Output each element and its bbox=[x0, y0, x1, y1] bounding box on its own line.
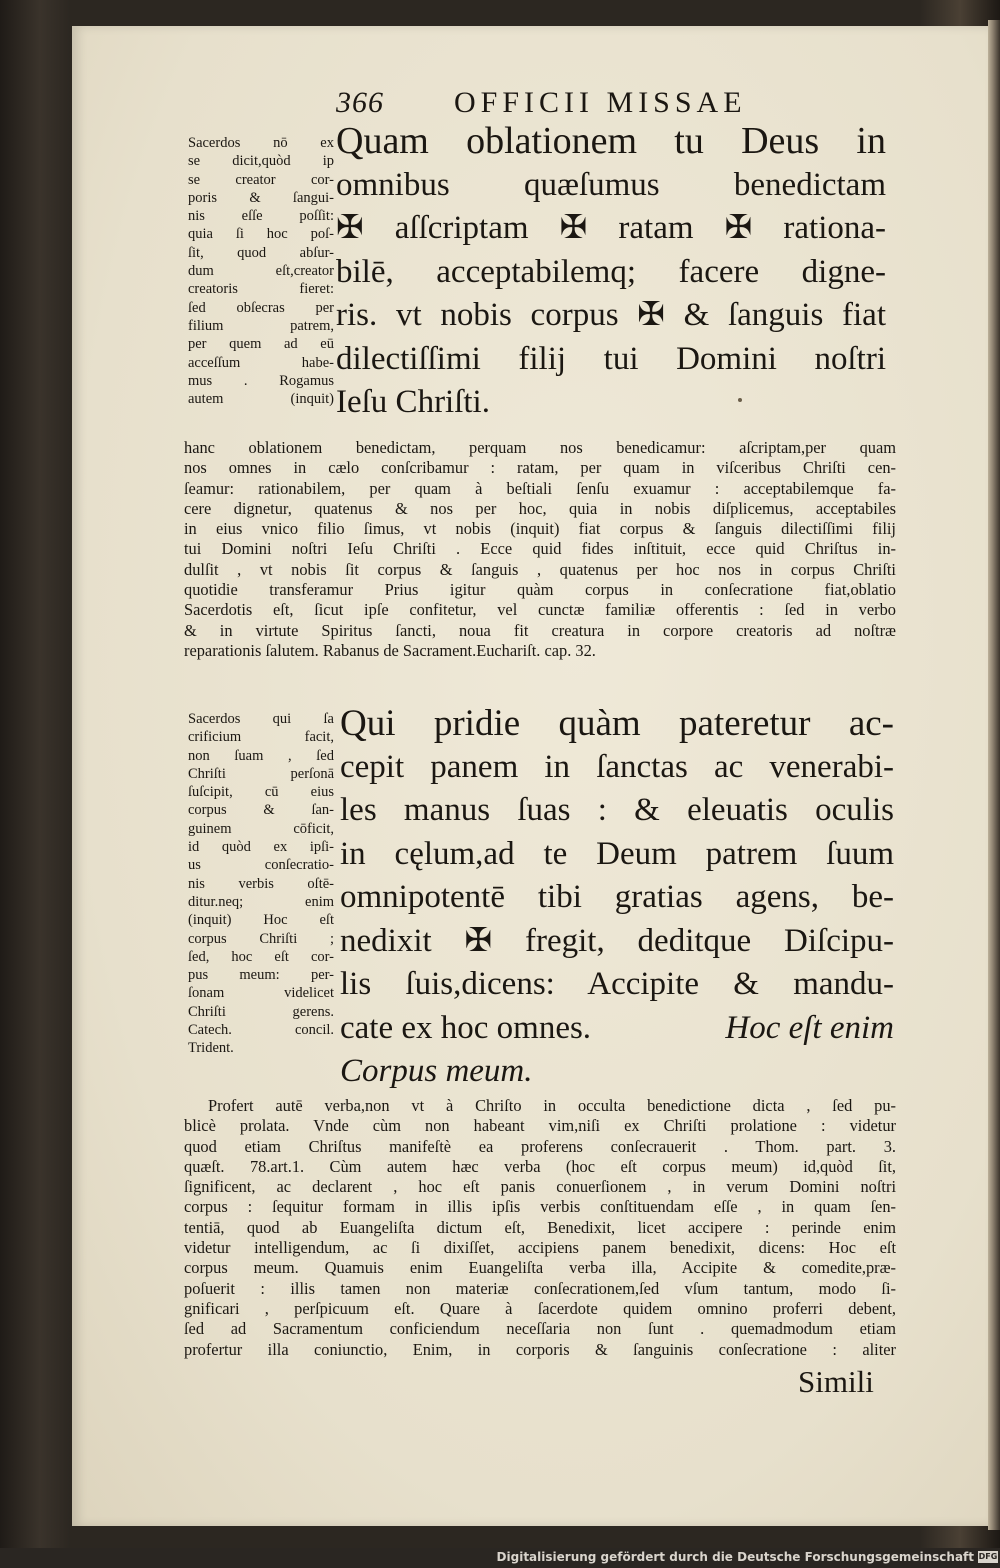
page-edge bbox=[988, 20, 1000, 1530]
commentary-line: cere dignetur, quatenus & nos per hoc, quia in nobis diſplicemus, acceptabiles bbox=[184, 498, 896, 518]
commentary-line: Profert autē verba,non vt à Chriſto in occulta benedictione dicta , ſed pu- bbox=[208, 1096, 896, 1115]
commentary-line: ſed ad Sacramentum conficiendum neceſſaria non ſunt . quemadmodum etiam bbox=[184, 1319, 896, 1339]
prayer-line: ✠ aſſcriptam ✠ ratam ✠ rationa- bbox=[336, 210, 886, 246]
prayer-line: nedixit ✠ fregit, deditque Diſcipu- bbox=[340, 922, 894, 959]
commentary-line: in eius vnico filio ſimus, vt nobis (inquit) fiat corpus & ſanguis dilectiſſimi filij bbox=[184, 519, 896, 539]
margin-note-1 bbox=[188, 134, 334, 408]
margin-line: autem (inquit) bbox=[188, 391, 334, 408]
commentary-line: Sacerdotis eſt, ſicut ipſe confitetur, vel cunctæ familiæ offerentis : ſed in verbo bbox=[184, 600, 896, 620]
margin-line: Trident. bbox=[188, 1040, 234, 1057]
margin-line: us conſecratio- bbox=[188, 857, 334, 874]
commentary-line: tui Domini noſtri Ieſu Chriſti . Ecce quid fides inſtituit, ecce quid Chriſtus in- bbox=[184, 539, 896, 559]
margin-line: corpus Chriſti ; bbox=[188, 930, 334, 947]
margin-line: Chriſti perſonā bbox=[188, 765, 334, 782]
prayer-line: lis ſuis,dicens: Accipite & mandu- bbox=[340, 966, 894, 1002]
digitization-credit: Digitalisierung gefördert durch die Deutsche Forschungsgemeinschaft bbox=[496, 1550, 974, 1564]
prayer-line: cepit panem in ſanctas ac venerabi- bbox=[340, 748, 894, 785]
commentary-line: gnificari , perſpicuum eſt. Quare à ſacerdote quidem omnino proferri debent, bbox=[184, 1298, 896, 1318]
margin-line: ſit, quod abſur- bbox=[188, 244, 334, 261]
prayer-quam-oblationem bbox=[336, 120, 886, 425]
commentary-1 bbox=[184, 438, 896, 661]
margin-line: crificium facit, bbox=[188, 729, 334, 746]
commentary-line: dulſit , vt nobis ſit corpus & ſanguis , quatenus per hoc nos in corpus Chriſti bbox=[184, 559, 896, 579]
margin-line: se dicit,quòd ip bbox=[188, 153, 334, 170]
page-number: 366 bbox=[336, 86, 384, 119]
commentary-line: poſuerit : illis tamen non materiæ conſecrationem,ſed vſum tantum, modo ſi- bbox=[184, 1278, 896, 1298]
margin-line: mus . Rogamus bbox=[188, 372, 334, 389]
commentary-line: quæſt. 78.art.1. Cùm autem hæc verba (hoc eſt corpus meum) id,quòd ſit, bbox=[184, 1156, 896, 1176]
prayer-line: Ieſu Chriſti. bbox=[336, 384, 490, 420]
margin-note-2 bbox=[188, 710, 334, 1058]
running-title: OFFICII MISSAE bbox=[454, 86, 747, 119]
margin-line: se creator cor- bbox=[188, 171, 334, 188]
prayer-line: les manus ſuas : & eleuatis oculis bbox=[340, 792, 894, 828]
dfg-logo-icon: DFG bbox=[978, 1552, 998, 1561]
commentary-line: nos omnes in cælo conſcribamur : ratam, per quam in viſceribus Chriſti cen- bbox=[184, 458, 896, 478]
commentary-line: blicè prolata. Vnde cùm non habeant vim,niſi ex Chriſti prolatione : videtur bbox=[184, 1116, 896, 1136]
prayer-line: dilectiſſimi filij tui Domini noſtri bbox=[336, 340, 886, 377]
margin-line: id quòd ex ipſi- bbox=[188, 839, 334, 856]
margin-line: ſed, hoc eſt cor- bbox=[188, 948, 334, 965]
margin-line: Sacerdos nō ex bbox=[188, 135, 334, 151]
commentary-line: ſeamur: rationabilem, per quam à beſtiali ſenſu exuamur : acceptabilemque fa- bbox=[184, 478, 896, 498]
margin-line: corpus & ſan- bbox=[188, 802, 334, 819]
margin-line: Chriſti gerens. bbox=[188, 1003, 334, 1020]
margin-line: guinem cōficit, bbox=[188, 820, 334, 837]
margin-line: Catech. concil. bbox=[188, 1022, 334, 1039]
margin-line: nis verbis oſtē- bbox=[188, 875, 334, 892]
margin-line: non ſuam , ſed bbox=[188, 747, 334, 764]
prayer-line: Quam oblationem tu Deus in bbox=[336, 120, 886, 162]
commentary-line: & in virtute Spiritus ſancti, noua fit creatura in corpore creatoris ad noſtræ bbox=[184, 620, 896, 640]
commentary-line: quod etiam Chriſtus manifeſtè ea proferens conſecrauerit . Thom. part. 3. bbox=[184, 1136, 896, 1156]
prayer-text: cate ex hoc omnes. bbox=[340, 1009, 592, 1046]
commentary-line: ſignificent, ac declarent , hoc eſt panis conuerſionem , in verum Domini noſtri bbox=[184, 1177, 896, 1197]
margin-line: ſuſcipit, cū eius bbox=[188, 784, 334, 801]
prayer-line: ris. vt nobis corpus ✠ & ſanguis fiat bbox=[336, 297, 886, 333]
margin-line: per quem ad eū bbox=[188, 336, 334, 353]
margin-line: dum eſt,creator bbox=[188, 263, 334, 280]
prayer-line: Qui pridie quàm pateretur ac- bbox=[340, 703, 894, 744]
paper-speck bbox=[738, 398, 742, 402]
margin-line: ſed obſecras per bbox=[188, 299, 334, 316]
prayer-line: in cęlum,ad te Deum patrem ſuum bbox=[340, 835, 894, 872]
commentary-line: reparationis ſalutem. Rabanus de Sacrament.Euchariſt. cap. 32. bbox=[184, 640, 596, 660]
margin-line: (inquit) Hoc eſt bbox=[188, 912, 334, 929]
prayer-line: omnibus quæſumus benedictam bbox=[336, 166, 886, 203]
margin-line: quia ſi hoc poſ- bbox=[188, 226, 334, 243]
commentary-line: tentiā, quod ab Euangeliſta dictum eſt, Benedixit, licet accipere : perinde enim bbox=[184, 1217, 896, 1237]
margin-line: filium patrem, bbox=[188, 317, 334, 334]
commentary-line: quotidie transferamur Prius igitur quàm corpus in conſecratione fiat,oblatio bbox=[184, 580, 896, 600]
margin-line: acceſſum habe- bbox=[188, 354, 334, 371]
prayer-line: omnipotentē tibi gratias agens, be- bbox=[340, 879, 894, 915]
commentary-line: profertur illa coniunctio, Enim, in corporis & ſanguinis conſecratione : aliter bbox=[184, 1339, 896, 1359]
commentary-line: hanc oblationem benedictam, perquam nos benedicamur: aſcriptam,per quam bbox=[184, 438, 896, 457]
margin-line: pus meum: per- bbox=[188, 967, 334, 984]
prayer-qui-pridie bbox=[340, 702, 894, 1094]
prayer-line: bilē, acceptabilemq; facere digne- bbox=[336, 253, 886, 290]
catchword: Simili bbox=[798, 1364, 874, 1399]
margin-line: Sacerdos qui ſa bbox=[188, 711, 334, 727]
margin-line: poris & ſangui- bbox=[188, 189, 334, 206]
commentary-line: corpus meum. Quamuis enim Euangeliſta verba illa, Accipite & comedite,præ- bbox=[184, 1258, 896, 1278]
margin-line: nis eſſe poſſit: bbox=[188, 208, 334, 225]
margin-line: creatoris fieret: bbox=[188, 281, 334, 298]
commentary-line: corpus : ſequitur formam in illis ipſis verbis conſtituendam eſſe , in quam ſen- bbox=[184, 1197, 896, 1217]
prayer-line bbox=[340, 1007, 894, 1051]
consecration-words: Hoc eſt enim bbox=[725, 1009, 894, 1046]
margin-line: ditur.neq; enim bbox=[188, 893, 334, 910]
margin-line: ſonam videlicet bbox=[188, 985, 334, 1002]
commentary-line: videtur intelligendum, ac ſi dixiſſet, accipiens panem benedixit, dicens: Hoc eſt bbox=[184, 1238, 896, 1258]
commentary-2 bbox=[184, 1096, 896, 1360]
consecration-words-end: Corpus meum. bbox=[340, 1053, 533, 1089]
